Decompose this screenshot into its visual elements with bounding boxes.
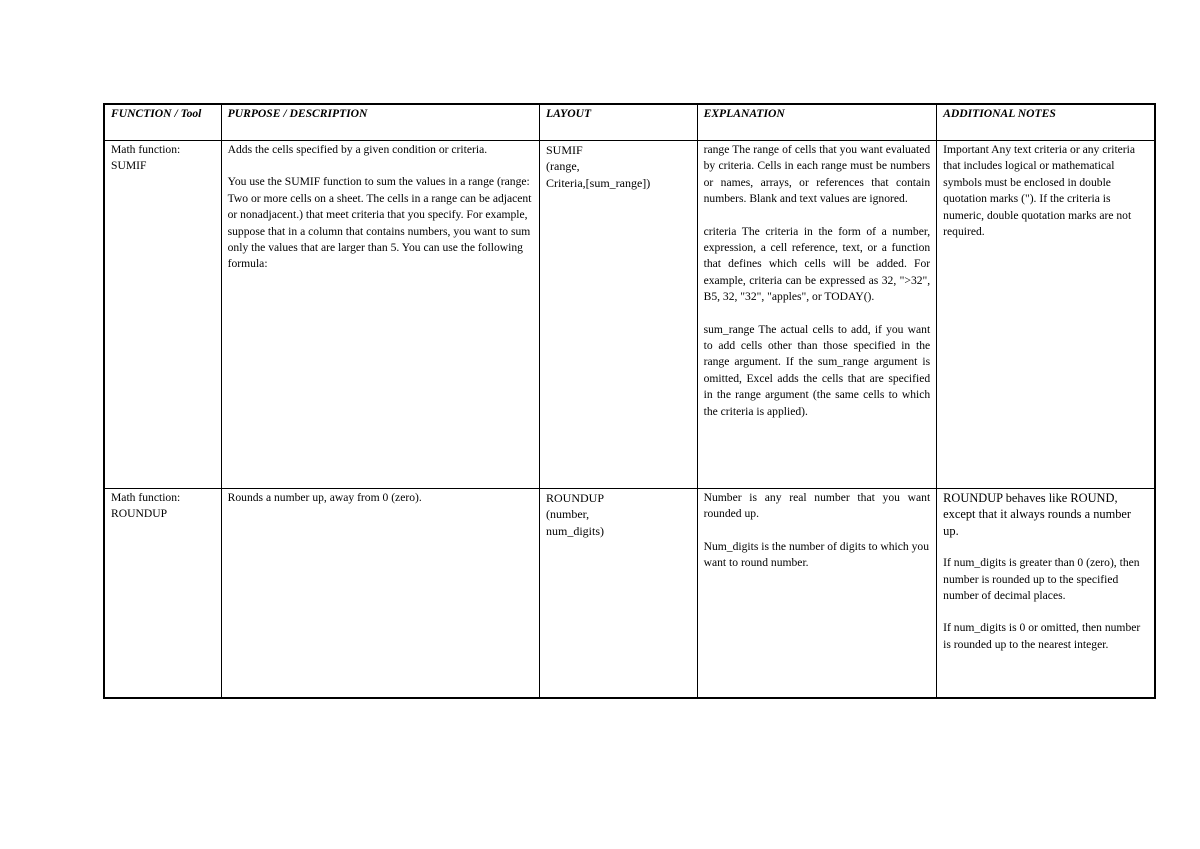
purpose-paragraph: You use the SUMIF function to sum the values in a range (range: Two or more cells on a sheet. The cells in a range can be adjacent or nonadjacent.) that meet criteria that you specify. For example, suppose that in a column that contains numbers, you want to sum only the values that are larger than 5. You can use the following formula: <box>227 175 532 271</box>
layout-line: SUMIF <box>546 143 583 157</box>
layout-line: ROUNDUP <box>546 491 605 505</box>
purpose-paragraph: Adds the cells specified by a given condition or criteria. <box>227 143 488 156</box>
header-notes: ADDITIONAL NOTES <box>937 104 1155 141</box>
purpose-paragraph: Rounds a number up, away from 0 (zero). <box>227 491 422 504</box>
header-layout: LAYOUT <box>540 104 698 141</box>
function-name: ROUNDUP <box>111 507 168 521</box>
notes-paragraph: Important Any text criteria or any criteria that includes logical or mathematical symbols must be enclosed in double quotation marks ("). If the criteria is numeric, double quotation marks are not required. <box>943 143 1136 239</box>
cell-layout <box>540 489 698 699</box>
header-function: FUNCTION / Tool <box>104 104 221 141</box>
functions-table <box>103 103 1156 699</box>
table-row-sumif <box>104 141 1155 489</box>
function-name: SUMIF <box>111 159 147 173</box>
notes-paragraph: If num_digits is greater than 0 (zero), then number is rounded up to the specified number of decimal places. <box>943 556 1140 603</box>
layout-line: Criteria,[sum_range]) <box>546 175 651 190</box>
cell-notes <box>937 489 1155 699</box>
cell-function <box>104 489 221 699</box>
explanation-paragraph: range The range of cells that you want evaluated by criteria. Cells in each range must be numbers or names, arrays, or references that contain numbers. Blank and text values are ignored. <box>703 143 931 206</box>
cell-explanation <box>697 141 937 489</box>
notes-paragraph: ROUNDUP behaves like ROUND, except that it always rounds a number up. <box>943 491 1132 538</box>
cell-notes <box>937 141 1155 489</box>
function-category: Math function: <box>111 491 181 504</box>
cell-explanation <box>697 489 937 699</box>
header-purpose: PURPOSE / DESCRIPTION <box>221 104 539 141</box>
layout-line: num_digits) <box>546 523 605 538</box>
notes-paragraph: If num_digits is 0 or omitted, then number is rounded up to the nearest integer. <box>943 621 1141 651</box>
cell-purpose <box>221 489 539 699</box>
header-explanation: EXPLANATION <box>697 104 937 141</box>
table-row-roundup <box>104 489 1155 699</box>
layout-line: (number, <box>546 507 590 522</box>
explanation-paragraph: Num_digits is the number of digits to which you want to round number. <box>703 539 930 570</box>
explanation-paragraph: criteria The criteria in the form of a number, expression, a cell reference, text, or a function that defines which cells will be added. For example, criteria can be expressed as 32, ">32", B5, 32, "32", "apples", or TODAY(). <box>703 224 931 304</box>
function-category: Math function: <box>111 143 181 156</box>
cell-function <box>104 141 221 489</box>
cell-layout <box>540 141 698 489</box>
explanation-paragraph: Number is any real number that you want rounded up. <box>703 491 931 521</box>
cell-purpose <box>221 141 539 489</box>
explanation-paragraph: sum_range The actual cells to add, if you want to add cells other than those specified in the range argument. If the sum_range argument is omitted, Excel adds the cells that are specified in the range argument (the same cells to which the criteria is applied). <box>703 322 931 418</box>
layout-line: (range, <box>546 159 580 174</box>
header-row <box>104 104 1155 141</box>
